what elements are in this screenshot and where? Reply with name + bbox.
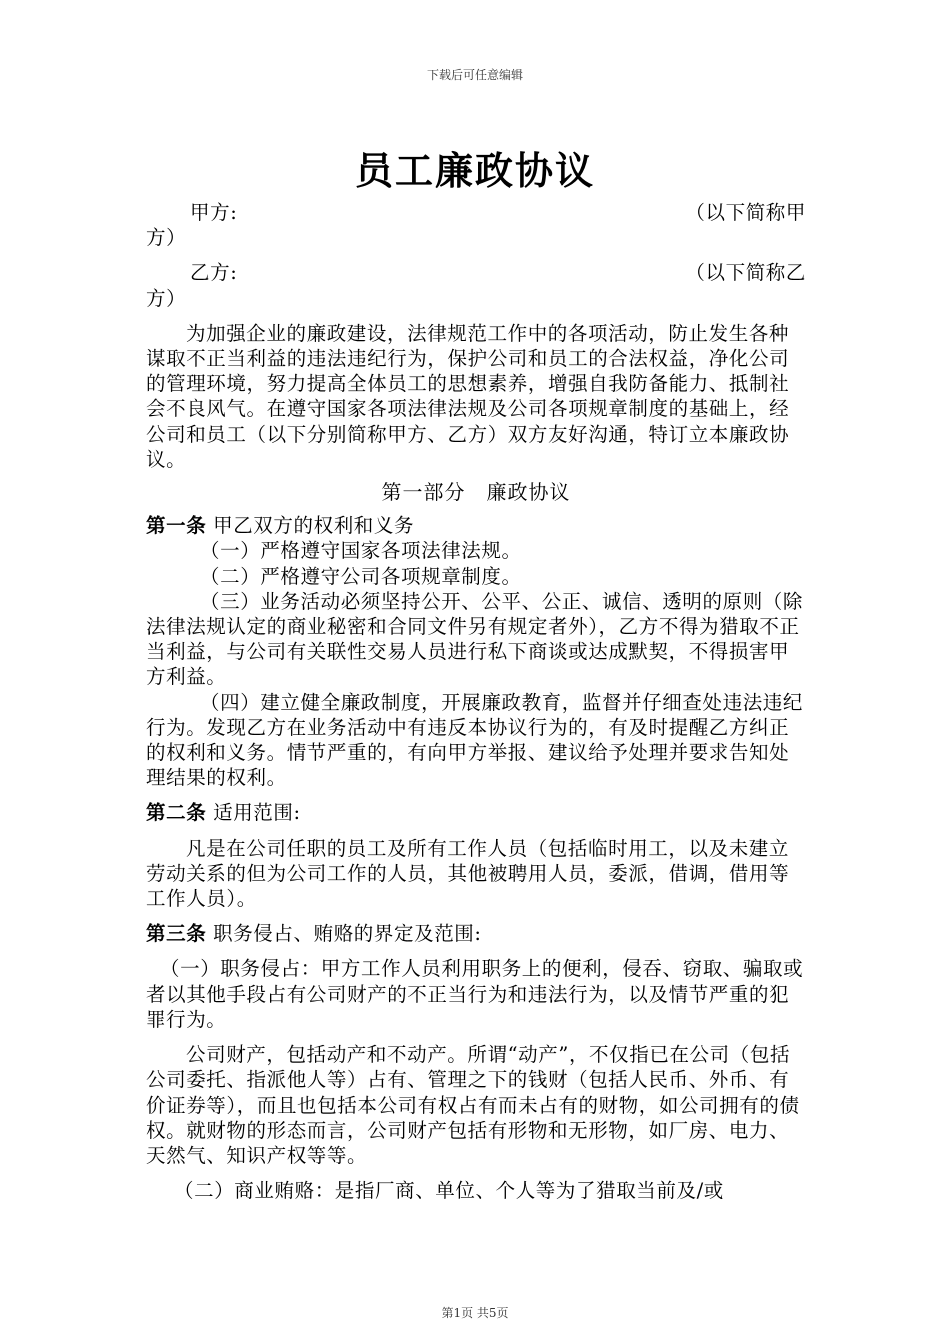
article-3-title: 职务侵占、贿赂的界定及范围: — [206, 922, 482, 946]
article-3-heading — [146, 921, 806, 946]
article-3-label: 第三条 — [146, 922, 207, 946]
document-title: 员工廉政协议 — [354, 149, 595, 193]
article-2-heading — [146, 800, 806, 825]
page-footer: 第1页 共5页 — [441, 1306, 509, 1320]
article-2-text: 凡是在公司任职的员工及所有工作人员（包括临时用工，以及未建立劳动关系的但为公司工作的人员，其他被聘用人员，委派，借调，借用等工作人员）。 — [146, 836, 790, 911]
article-1-label: 第一条 — [146, 514, 207, 538]
party-a-note-continued: 方） — [146, 226, 187, 250]
article-1-heading — [146, 513, 806, 538]
article-3-item-1: （一）职务侵占：甲方工作人员利用职务上的便利，侵吞、窃取、骗取或者以其他手段占有公司财产的不正当行为和违法行为，以及情节严重的犯罪行为。 — [146, 957, 804, 1031]
article-1-title: 甲乙双方的权利和义务 — [206, 514, 415, 538]
party-b-note-continued: 方） — [146, 286, 187, 310]
article-1-item-1: （一）严格遵守国家各项法律法规。 — [200, 539, 522, 563]
article-1-item-3: （三）业务活动必须坚持公开、公平、公正、诚信、透明的原则（除法律法规认定的商业秘密和合同文件另有规定者外），乙方不得为猎取不正当利益，与公司有关联性交易人员进行私下商谈或达成默契，不得损害甲方利益。 — [146, 589, 804, 689]
intro-paragraph: 为加强企业的廉政建设，法律规范工作中的各项活动，防止发生各种谋取不正当利益的违法违纪行为，保护公司和员工的合法权益，净化公司的管理环境，努力提高全体员工的思想素养，增强自我防备能力、抵制社会不良风气。在遵守国家各项法律法规及公司各项规章制度的基础上，经公司和员工（以下分别简称甲方、乙方）双方友好沟通，特订立本廉政协议。 — [146, 321, 790, 471]
document-body — [146, 200, 806, 1203]
article-2-title: 适用范围: — [206, 801, 301, 825]
article-1-item-2: （二）严格遵守公司各项规章制度。 — [200, 564, 522, 588]
page-header: 下载后可任意编辑 — [426, 68, 523, 82]
party-b-label: 乙方: — [190, 261, 238, 285]
party-b-note: （以下简称乙 — [685, 261, 806, 285]
article-3-item-2: （二）商业贿赂：是指厂商、单位、个人等为了猎取当前及/或 — [174, 1179, 724, 1203]
party-a-line — [146, 200, 806, 225]
party-b-line — [146, 260, 806, 285]
article-3-property-paragraph: 公司财产，包括动产和不动产。所谓“动产”，不仅指已在公司（包括公司委托、指派他人等）占有、管理之下的钱财（包括人民币、外币、有价证券等），而且也包括本公司有权占有而未占有的财物，如公司拥有的债权。就财物的形态而言，公司财产包括有形物和无形物，如厂房、电力、天然气、知识产权等等。 — [146, 1043, 800, 1167]
article-2-label: 第二条 — [146, 801, 207, 825]
section-title: 第一部分 廉政协议 — [381, 480, 571, 505]
party-a-label: 甲方: — [190, 201, 238, 224]
party-a-note: （以下简称甲 — [685, 201, 806, 224]
article-1-item-4: （四）建立健全廉政制度，开展廉政教育，监督并仔细查处违法违纪行为。发现乙方在业务活动中有违反本协议行为的，有及时提醒乙方纠正的权利和义务。情节严重的，有向甲方举报、建议给予处理并要求告知处理结果的权利。 — [146, 690, 804, 790]
